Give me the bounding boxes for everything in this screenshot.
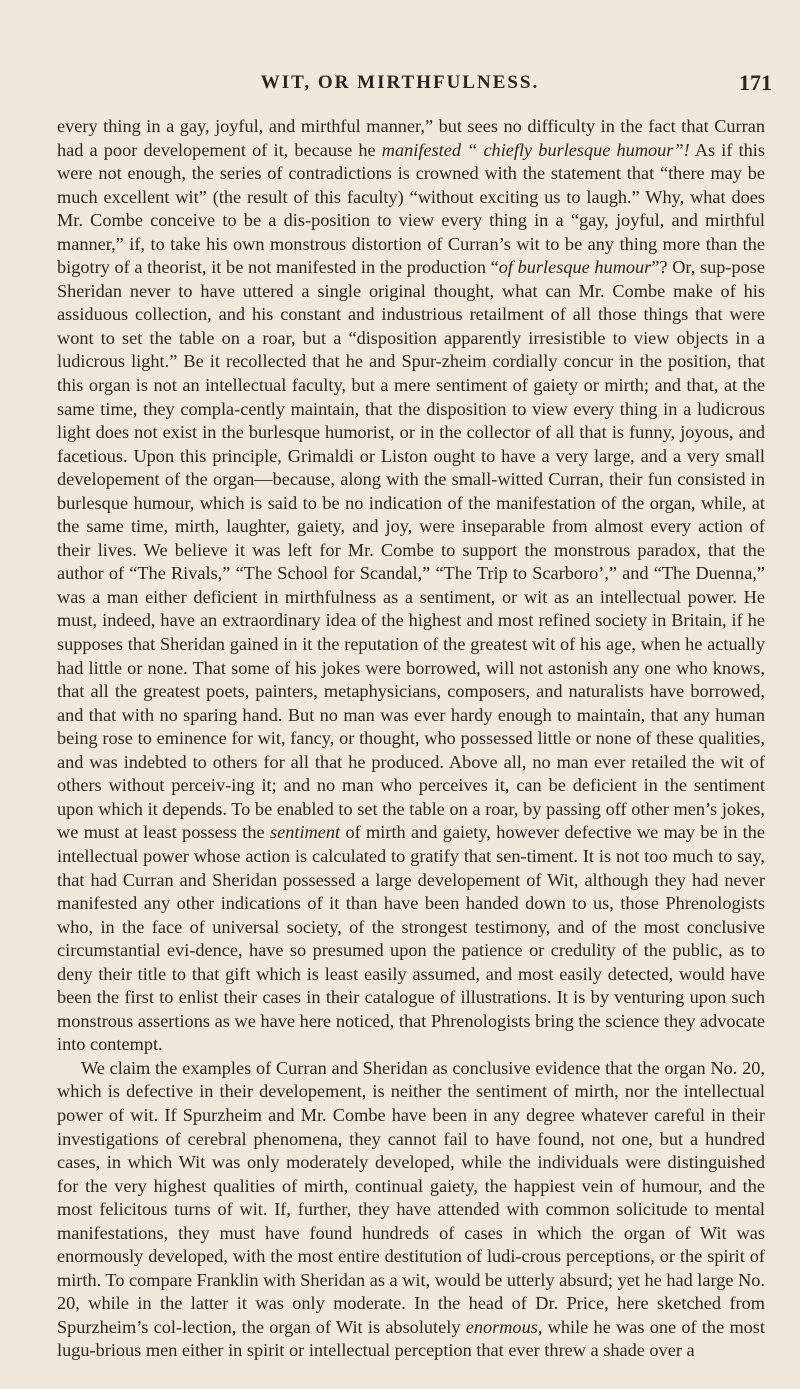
- italic-segment: enormous: [465, 1316, 538, 1337]
- paragraph-1: [57, 115, 765, 1057]
- italic-segment: sentiment: [270, 822, 341, 843]
- text-segment: We claim the examples of Curran and Sheridan as conclusive evidence that the organ No. 20, which is defective in their developement, is neither the sentiment of mirth, nor the intellectual power of wit. If Spurzheim and Mr. Combe have been in any degree whatever careful in their investigations of cerebral phenomena, they cannot fail to have found, not one, but a hundred cases, in which Wit was only moderately developed, while the individuals were distinguished for the very highest qualities of mirth, continual gaiety, the happiest vein of humour, and the most felicitous turns of wit. If, further, they have attended with common solicitude to mental manifestations, they must have found hundreds of cases in which the organ of Wit was enormously developed, with the most entire destitution of ludi-crous perceptions, or the spirit of mirth. To compare Franklin with Sheridan as a wit, would be utterly absurd; yet he had large No. 20, while in the latter it was only moderate. In the head of Dr. Price, here sketched from Spurzheim’s col-lection, the organ of Wit is absolutely: [57, 1057, 765, 1337]
- page-header: [0, 72, 800, 100]
- running-head: WIT, OR MIRTHFULNESS.: [260, 72, 540, 93]
- text-segment: of mirth and gaiety, however defective we may be in the intellectual power whose action is calculated to gratify that sen-timent. It is not too much to say, that had Curran and Sheridan possessed a large developement of Wit, although they had never manifested any other indications of it than have been handed down to us, those Phrenologists who, in the face of universal society, of the strongest testimony, and of the most conclusive circumstantial evi-dence, have so presumed upon the patience or credulity of the public, as to deny their title to that gift which is least easily assumed, and most easily detected, would have been the first to enlist their cases in their catalogue of illustrations. It is by venturing upon such monstrous assertions as we have here noticed, that Phrenologists bring the science they advocate into contempt.: [57, 822, 765, 1055]
- text-segment: every thing in a gay, joyful, and mirthful manner,” but sees no difficulty in the fact that Curran had a poor developement of it, because he: [57, 116, 765, 160]
- text-segment: ”? Or, sup-pose Sheridan never to have uttered a single original thought, what can Mr. Combe make of his assiduous collection, and his constant and industrious retailment of all those things that were wont to set the table on a roar, but a “disposition apparently irresistible to view objects in a ludicrous light.” Be it recollected that he and Spur-zheim cordially concur in the position, that this organ is not an intellectual faculty, but a mere sentiment of gaiety or mirth; and that, at the same time, they compla-cently maintain, that the disposition to view every thing in a ludicrous light does not exist in the burlesque humorist, or in the collector of all that is funny, joyous, and facetious. Upon this principle, Grimaldi or Liston ought to have a very large, and a very small developement of the organ—because, along with the small-witted Curran, their fun consisted in burlesque humour, which is said to be no indication of the manifestation of the organ, while, at the same time, mirth, laughter, gaiety, and joy, were inseparable from almost every action of their lives. We believe it was left for Mr. Combe to support the monstrous paradox, that the author of “The Rivals,” “The School for Scandal,” “The Trip to Scarboro’,” and “The Duenna,” was a man either deficient in mirthfulness as a sentiment, or wit as an intellectual power. He must, indeed, have an extraordinary idea of the highest and most refined society in Britain, if he supposes that Sheridan gained in it the reputation of the greatest wit of his age, when he actually had little or none. That some of his jokes were borrowed, will not astonish any one who knows, that all the greatest poets, painters, metaphysicians, composers, and naturalists have borrowed, and that with no sparing hand. But no man was ever hardy enough to maintain, that any human being rose to eminence for wit, fancy, or thought, who possessed little or none of these qualities, and was indebted to others for all that he produced. Above all, no man ever retailed the wit of others without perceiv-ing it; and no man who perceives it, can be deficient in the sentiment upon which it depends. To be enabled to set the table on a roar, by passing off other men’s jokes, we must at least possess the: [57, 257, 765, 843]
- paragraph-2: [57, 1057, 765, 1363]
- text-segment: As if this were not enough, the series of contradictions is crowned with the statement that “there may be much excellent wit” (the result of this faculty) “without exciting us to laugh.” Why, what does Mr. Combe conceive to be a dis-position to view every thing in a “gay, joyful, and mirthful manner,” if, to take his own monstrous distortion of Curran’s wit to be any thing more than the bigotry of a theorist, it be not manifested in the production “: [57, 139, 766, 278]
- italic-segment: of burlesque humour: [498, 257, 652, 278]
- italic-segment: manifested “ chiefly burlesque humour”!: [381, 139, 690, 160]
- page-number: 171: [739, 70, 772, 95]
- body-text: [57, 115, 765, 1363]
- text-segment: , while he was one of the most lugu-brious men either in spirit or intellectual perception that ever threw a shade over a: [57, 1316, 765, 1361]
